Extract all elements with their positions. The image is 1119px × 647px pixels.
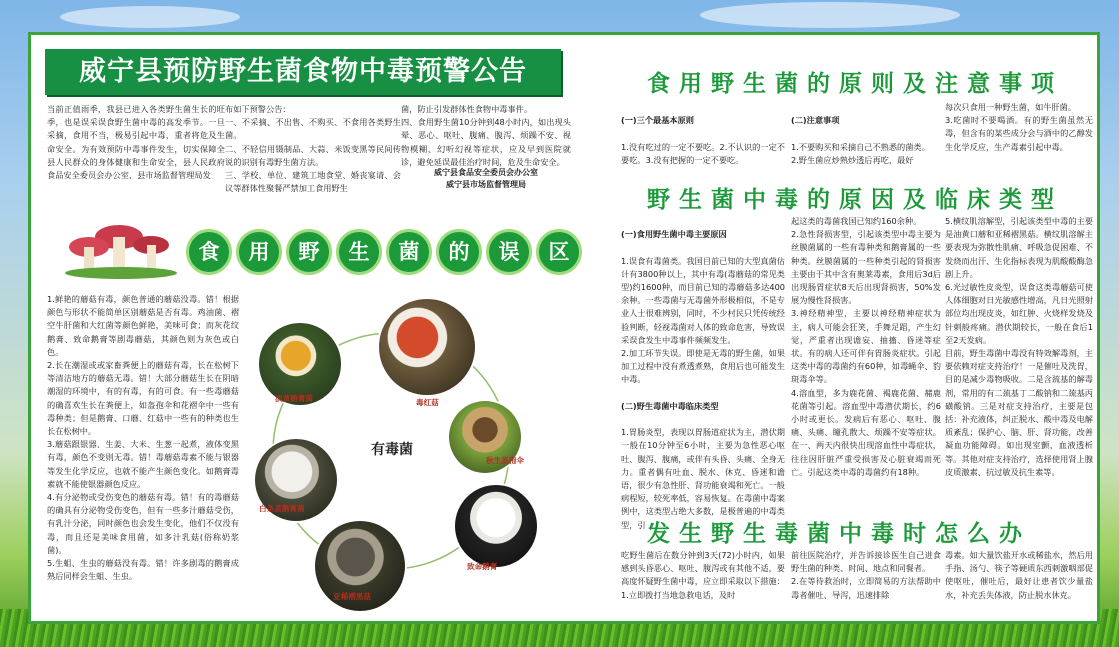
photo-label: 白条盖鹅膏菌 — [259, 504, 305, 513]
signoff-committee: 威宁县食品安全委员会办公室 — [434, 168, 538, 177]
principles-text-1: 1.没有吃过的一定不要吃。2.不认识的一定不要吃。3.没有把握的一定不要吃。 — [621, 141, 785, 165]
poisoning-heading: 野生菌中毒的原因及临床类型 — [647, 187, 1063, 213]
principles-subtitle-1: (一)三个最基本原则 — [621, 115, 694, 126]
poisonous-mushroom-label: 有毒菌 — [371, 442, 413, 458]
signoff — [401, 167, 571, 191]
heading-char: 野 — [286, 229, 332, 275]
intro-column-2: 布如下预警公告： 一、不采摘、不出售、不购买、不食用各类野生菌。 二、不轻信用镊制品、大蒜、米饭变黑等民间传说的识别有毒野生菌方法。 三、学校、单位、建筑工地食堂、婚丧宴请、会议等群体性聚餐严禁加工食用野生 — [225, 104, 401, 194]
heading-char: 区 — [536, 229, 582, 275]
misconception-text: 1.鲜艳的蘑菇有毒，颜色普通的蘑菇没毒。错！根据颜色与形状不能简单区别蘑菇是否有毒。鸡油菌、褶空牛肝菌和大红菌等颜色鲜艳，美味可食；而灰花纹鹅膏、致命鹅膏等剧毒蘑菇，其颜色则为灰色或白色。 2.长在潮湿或或家畜粪便上的蘑菇有毒，长在松树下等清洁地方的蘑菇无毒。错！大部分蘑菇生长在阴暗潮湿的环境中，有的有毒，有的可食。有一些毒蘑菇的确喜欢生长在粪便上，如盔孢伞和花褶伞中一些有毒种类；但是鹅膏、口蘑、红菇中一些有的种类也生长在松树中。 3.蘑菇跟银器、生姜、大米、生葱一起煮，液体变黑有毒，颜色不变则无毒。错！毒蘑菇毒素不能与银器等发生化学反应，也就不能产生颜色变化。如鹅膏毒素就不能使银器颜色反应。 4.有分泌物或受伤变色的蘑菇有毒。错！有的毒蘑菇的确具有分泌物受伤变色，但有一些多汁蘑菇受伤，有乳汁分泌，同时颜色也会发生变化，他们不仅没有毒，而且还是美味食用菌，如多汁乳菇(俗称奶浆菌)。 5.生蛆、生虫的蘑菇没有毒。错！许多剧毒的鹅膏成熟后同样会生蛆、生虫。 — [47, 294, 239, 582]
cloud-decoration — [700, 2, 960, 28]
photo-label: 亚稀褶黑菇 — [333, 592, 371, 601]
principles-heading: 食用野生菌的原则及注意事项 — [647, 71, 1063, 97]
poisoning-column-2: 起这类的毒菌我国已知约160余种。 2.急性肾损害型，引起该类型中毒主要为丝膜菌属的一些有毒种类和鹅膏属的一些种类。丝膜菌属的一些种类引起的肾损害主要由于其中含有奥莱毒素，食用后3d后出现肠胃症状8天后出现肾损害，50%发展为慢性肾损害。 3.神经精神型，主要以神经精神症状为主，病人可能会狂笑，手舞足蹈，产生幻觉，严重者出现谵妄、抽搐、昏迷等症状。有的病人还可伴有胃肠炎症状。引起这类中毒的毒菌约有60种，如毒蝇伞、豹斑毒伞等。 4.溶血型，多为鹿花菌、褐鹿花菌、赭鹿花菌等引起。溶血型中毒潜伏期长，约6小时或更长。发病后有恶心、呕吐、腹痛、头痛、瞳孔散大、烦躁不安等症状。在一、两天内很快出现溶血性中毒症状，往往因肝脏严重受损害及心脏衰竭而死亡。引起这类中毒的毒菌约有18种。 — [791, 216, 941, 477]
signoff-bureau: 威宁县市场监督管理局 — [446, 180, 526, 189]
red-mushroom-illustration — [59, 217, 185, 281]
misconception-heading — [186, 229, 582, 275]
heading-char: 菌 — [386, 229, 432, 275]
principles-column-1 — [621, 101, 785, 165]
photo-label: 淡黄鹅膏菌 — [275, 394, 313, 403]
poisoning-column-3: 5.横纹肌溶解型，引起该类型中毒的主要是油黄口蘑和亚稀褶黑菇。横纹肌溶解主要表现为弥散性肌痛、呼吸急促困难、不发烧而出汗、生化指标表现为肌酸酸酶急剧上升。 6.光过敏性皮炎型，误食这类毒蘑菇可使人体细胞对日光敏感性增高，凡日光照射部位均出现皮炎，如红肿、火烧样发烧及针刺般疼痛。潜伏期较长，一般在食后1至2天发病。 目前，野生毒菌中毒没有特效解毒剂，主要依赖对症支持治疗！一是催吐及洗胃，目的是减少毒物吸收。二是含巯基的解毒剂，常用的有二巯基丁二酸钠和二巯基丙磺酸钠。三是对症支持治疗，主要是包括：补充液体，纠正脱水、酸中毒及电解质紊乱；保护心、脑、肝、肾功能，改善凝血功能障碍。如出现室颤，血液透析等。其他对症支持治疗，选择使用肾上腺皮质激素、抗过敏及抗生素等。 — [945, 216, 1093, 477]
heading-char: 生 — [336, 229, 382, 275]
photo-label: 秋生盔孢伞 — [486, 456, 524, 465]
heading-char: 的 — [436, 229, 482, 275]
principles-subtitle-2: (二)注意事项 — [791, 115, 840, 126]
principles-column-3: 每次只食用一种野生菌，如牛肝菌。 3.吃菌时不要喝酒。有的野生菌虽然无毒，但含有的某些成分会与酒中的乙醇发生化学反应，生产毒素引起中毒。 — [945, 102, 1093, 152]
poisoning-text-2: 1.胃肠炎型，表现以胃肠道症状为主，潜伏期一般在10分钟至6小时，主要为急性恶心呕吐、腹泻、腹痛，或伴有头昏、头痛、全身无力。重者偶有吐血、脱水、休克、昏迷和谵语，很少有急性肝、肾功能衰竭和死亡。一般病程短，较死率低，容易恢复。在毒菌中毒案例中，这类型占绝大多数，是极普遍的中毒类型，引 — [621, 427, 785, 530]
poisoning-subtitle-1: (一)食用野生菌中毒主要原因 — [621, 229, 727, 240]
heading-char: 误 — [486, 229, 532, 275]
principles-column-2 — [791, 101, 941, 165]
what-to-do-heading: 发生野生毒菌中毒时怎么办 — [647, 521, 1031, 547]
cloud-decoration — [60, 6, 240, 28]
photo-mushroom-5 — [455, 485, 537, 567]
poisoning-text-1: 1.误食有毒菌类。我国目前已知的大型真菌估计有3800种以上，其中有毒(毒蘑菇的常见类型)约1600种，而目前已知的毒蘑菇多达400余种。一些毒菌与无毒菌外形极相似，不是专业人士很难辨别，同时，不少村民只凭传统经验判断，轻视毒菌对人体的致命危害，导致误采误食发生中毒事件频频发生。 2.加工环节失误。即使是无毒的野生菌，如果加工过程中没有煮透煮熟，食用后也可能发生中毒。 — [621, 255, 785, 385]
banner-title: 威宁县预防野生菌食物中毒预警公告 — [45, 49, 561, 95]
photo-mushroom-2 — [379, 299, 475, 395]
principles-text-2: 1.不要购买和采摘自己不熟悉的菌类。 2.野生菌应炒熟炒透后再吃，最好 — [791, 141, 930, 165]
heading-char: 食 — [186, 229, 232, 275]
photo-label: 毒红菇 — [416, 398, 439, 407]
poisoning-subtitle-2: (二)野生毒菌中毒临床类型 — [621, 400, 719, 411]
intro-column-1: 当前正值雨季，我县已进入各类野生菌生长的旺季，也是误采误食野生菌中毒的高发季节。一旦采摘，食用不当，极易引起中毒，重者将危及生命安全。为有效预防中毒事件发生，切实保障全县人民群众的身体健康和生命安全，县人民政府食品安全委员会办公室、县市场监督管理局发 — [47, 104, 225, 181]
what-to-do-column-1: 吃野生菌后在数分钟到3天(72)小时内，如果感到头昏恶心、呕吐、腹泻或有其他不适，要高度怀疑野生菌中毒，应立即采取以下措施： 1.立即拨打当地急救电话，及时 — [621, 550, 785, 600]
poisoning-column-1 — [621, 215, 785, 530]
what-to-do-column-2: 前往医院治疗，并告诉接诊医生自己进食野生菌的种类、时间、地点和同餐者。 2.在等待救治时，立即简易的方法帮助中毒者催吐、导泻，迅速排除 — [791, 550, 941, 600]
what-to-do-column-3: 毒素。如大量饮盐开水或稀盐水，然后用手指、汤勺、筷子等硬质东西刺激咽部促使呕吐，催吐后，最好让患者饮少量盐水，补充丢失体液，防止脱水休克。 — [945, 550, 1093, 600]
heading-char: 用 — [236, 229, 282, 275]
notice-board — [28, 32, 1100, 624]
photo-label: 致命鹅膏 — [467, 562, 498, 571]
intro-column-3: 菌，防止引发群体性食物中毒事件。 四、食用野生菌10分钟到48小时内，如出现头晕、恶心、呕吐、腹痛、腹泻、烦躁不安、视物模糊、幻听幻视等症状，应及早到医院就诊，避免延误最佳治疗时间，危及生命安全。 — [401, 104, 571, 167]
